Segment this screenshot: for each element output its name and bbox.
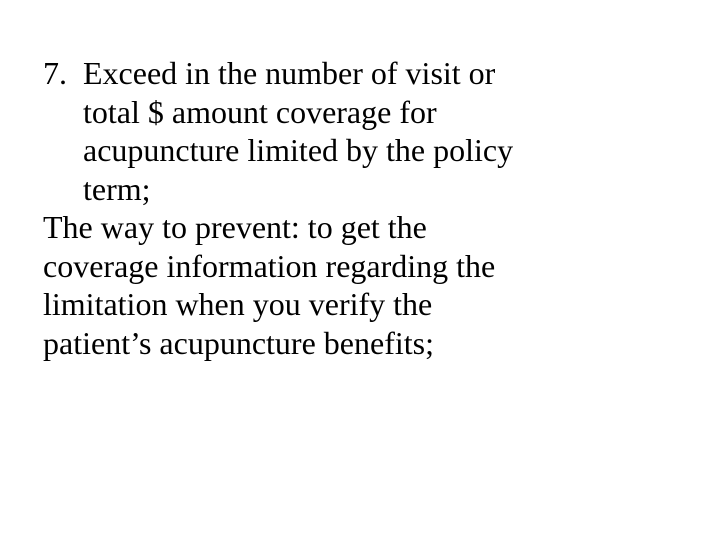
- prevention-line: patient’s acupuncture benefits;: [43, 324, 434, 361]
- prevention-paragraph: [43, 208, 683, 362]
- prevention-line: The way to prevent: to get the: [43, 209, 427, 245]
- item-text-line: total $ amount coverage for: [83, 93, 437, 130]
- item-text-line: Exceed in the number of visit or: [83, 55, 496, 91]
- item-text-line: term;: [83, 170, 151, 207]
- prevention-line: limitation when you verify the: [43, 286, 433, 322]
- numbered-item-7: [43, 54, 683, 208]
- item-text: [83, 54, 623, 208]
- prevention-line: coverage information regarding the: [43, 247, 496, 284]
- item-number: 7.: [43, 55, 67, 91]
- slide-body: [43, 54, 683, 362]
- item-text-line: acupuncture limited by the policy: [83, 132, 514, 168]
